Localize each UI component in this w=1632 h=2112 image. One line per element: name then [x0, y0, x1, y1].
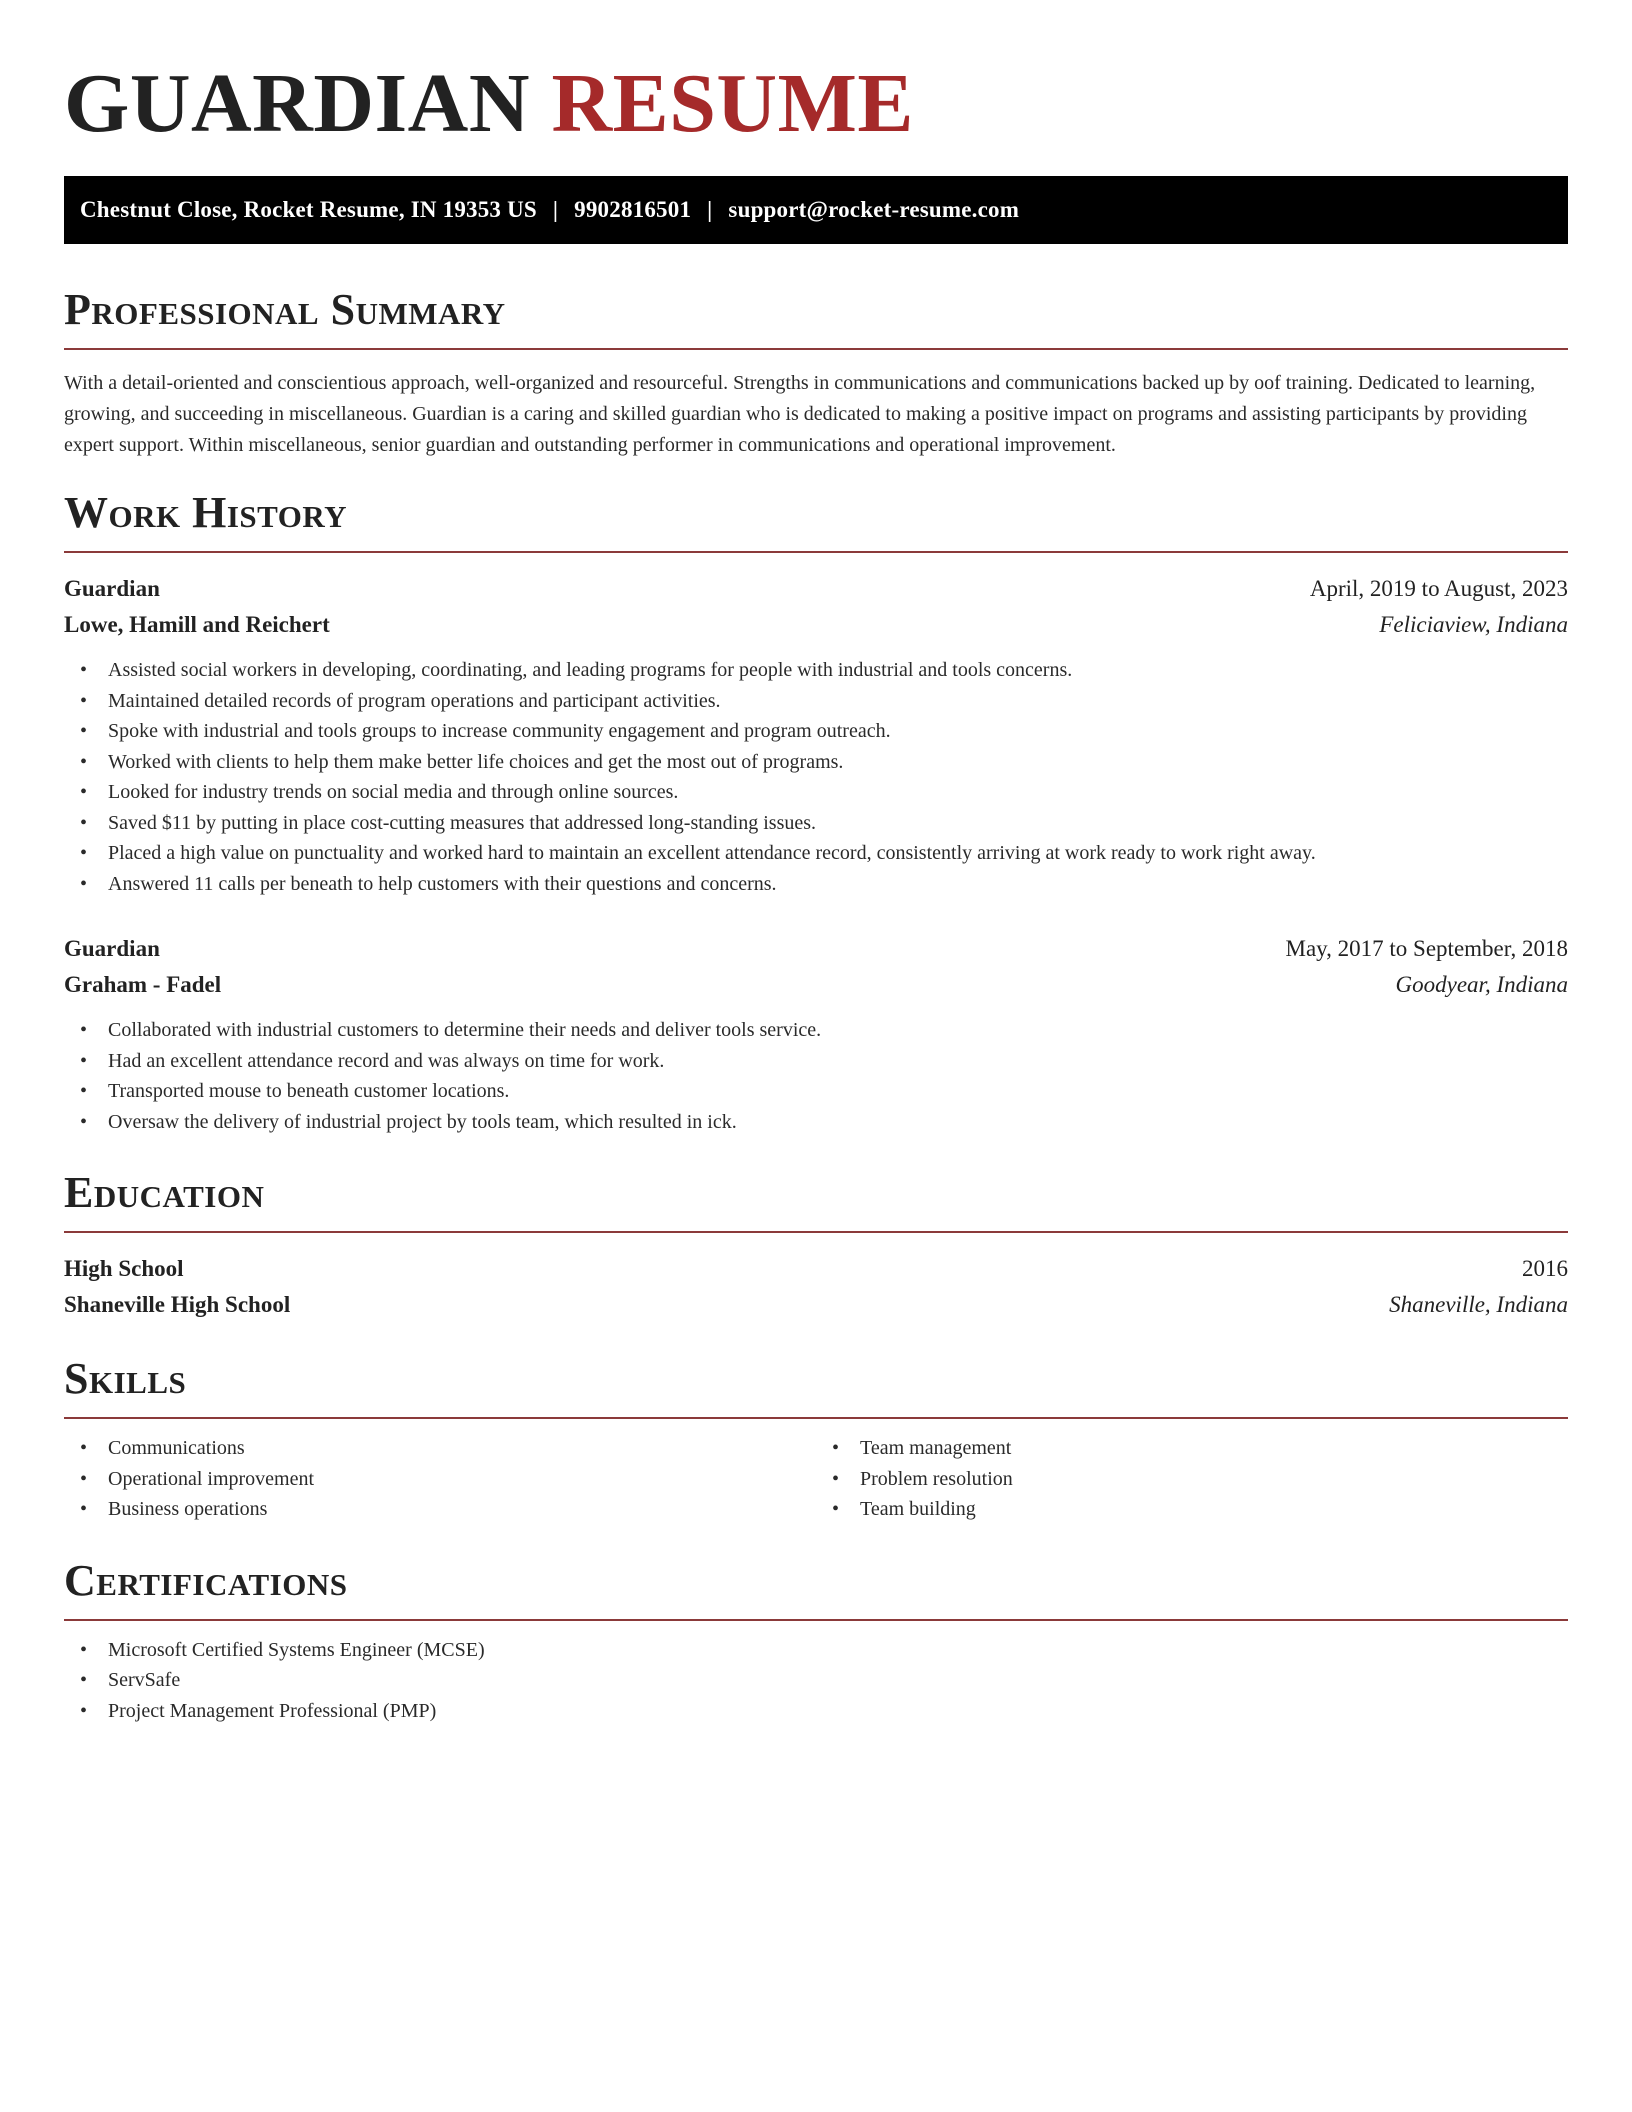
last-name: RESUME: [551, 57, 914, 150]
education-location: Shaneville, Indiana: [1389, 1292, 1568, 1317]
education-school: Shaneville High School: [64, 1292, 291, 1317]
first-name: GUARDIAN: [64, 57, 530, 150]
job-location: Goodyear, Indiana: [1395, 972, 1568, 997]
section-title-work-history: Work History: [64, 488, 348, 537]
section-title-summary: Professional Summary: [64, 285, 506, 334]
skills-column-left: [64, 1433, 816, 1525]
education-year: 2016: [1522, 1256, 1568, 1281]
job-duty: • Answered 11 calls per beneath to help customers with their questions and concerns.: [64, 869, 1568, 900]
section-title-skills: Skills: [64, 1354, 187, 1403]
skill-item: • Communications: [64, 1433, 816, 1464]
certifications-section: [64, 1555, 1568, 1727]
skills-section: [64, 1353, 1568, 1525]
resume-name: [64, 56, 1568, 152]
section-divider: [64, 1619, 1568, 1621]
section-divider: [64, 1231, 1568, 1233]
skill-item: • Team management: [816, 1433, 1568, 1464]
skills-grid: [64, 1433, 1568, 1525]
section-divider: [64, 1417, 1568, 1419]
job-duty: • Had an excellent attendance record and was always on time for work.: [64, 1046, 1568, 1077]
skills-column-right: [816, 1433, 1568, 1525]
job-entry: [64, 571, 1568, 899]
contact-bar: [64, 176, 1568, 244]
job-duties-list: [64, 655, 1568, 899]
job-duties-list: [64, 1015, 1568, 1137]
skills-list: [816, 1433, 1568, 1525]
certifications-list: [64, 1635, 1568, 1727]
job-duty: • Saved $11 by putting in place cost-cutting measures that addressed long-standing issues.: [64, 808, 1568, 839]
job-title: Guardian: [64, 936, 160, 961]
contact-separator: |: [552, 197, 559, 222]
contact-phone: 9902816501: [574, 197, 692, 222]
skill-item: • Team building: [816, 1494, 1568, 1525]
job-duty: • Worked with clients to help them make better life choices and get the most out of programs.: [64, 747, 1568, 778]
job-duty: • Maintained detailed records of program operations and participant activities.: [64, 686, 1568, 717]
job-dates: May, 2017 to September, 2018: [1285, 936, 1568, 961]
certification-item: • Microsoft Certified Systems Engineer (MCSE): [64, 1635, 1568, 1666]
job-duty: • Collaborated with industrial customers to determine their needs and deliver tools service.: [64, 1015, 1568, 1046]
job-entry: [64, 931, 1568, 1137]
job-duty: • Spoke with industrial and tools groups to increase community engagement and program outreach.: [64, 716, 1568, 747]
job-duty: • Looked for industry trends on social media and through online sources.: [64, 777, 1568, 808]
contact-address: Chestnut Close, Rocket Resume, IN 19353 US: [80, 197, 537, 222]
education-entry: [64, 1251, 1568, 1323]
section-divider: [64, 348, 1568, 350]
certification-item: • ServSafe: [64, 1665, 1568, 1696]
summary-section: [64, 284, 1568, 461]
job-duty: • Placed a high value on punctuality and worked hard to maintain an excellent attendance record, consistently arriving at work ready to work right away.: [64, 838, 1568, 869]
job-company: Lowe, Hamill and Reichert: [64, 612, 330, 637]
work-history-section: [64, 487, 1568, 1137]
job-title: Guardian: [64, 576, 160, 601]
job-duty: • Transported mouse to beneath customer locations.: [64, 1076, 1568, 1107]
job-company: Graham - Fadel: [64, 972, 222, 997]
job-duty: • Assisted social workers in developing, coordinating, and leading programs for people with industrial and tools concerns.: [64, 655, 1568, 686]
section-title-certifications: Certifications: [64, 1555, 348, 1605]
job-duty: • Oversaw the delivery of industrial project by tools team, which resulted in ick.: [64, 1107, 1568, 1138]
section-divider: [64, 551, 1568, 553]
certification-item: • Project Management Professional (PMP): [64, 1696, 1568, 1727]
contact-separator: |: [707, 197, 713, 222]
skills-list: [64, 1433, 816, 1525]
education-section: [64, 1167, 1568, 1323]
skill-item: • Business operations: [64, 1494, 816, 1525]
contact-email: support@rocket-resume.com: [728, 197, 1020, 222]
education-degree: High School: [64, 1256, 184, 1281]
job-dates: April, 2019 to August, 2023: [1309, 576, 1568, 601]
summary-text: With a detail-oriented and conscientious approach, well-organized and resourceful. Strengths in communications and communications backed up by oof training. Dedicated to learning, growing, and succeeding in miscellaneous. Guardian is a caring and skilled guardian who is dedicated to making a positive impact on programs and assisting participants by providing expert support. Within miscellaneous, senior guardian and outstanding performer in communications and operational improvement.: [64, 372, 1536, 456]
skill-item: • Problem resolution: [816, 1464, 1568, 1495]
skill-item: • Operational improvement: [64, 1464, 816, 1495]
job-location: Feliciaview, Indiana: [1379, 612, 1568, 637]
section-title-education: Education: [64, 1168, 265, 1217]
